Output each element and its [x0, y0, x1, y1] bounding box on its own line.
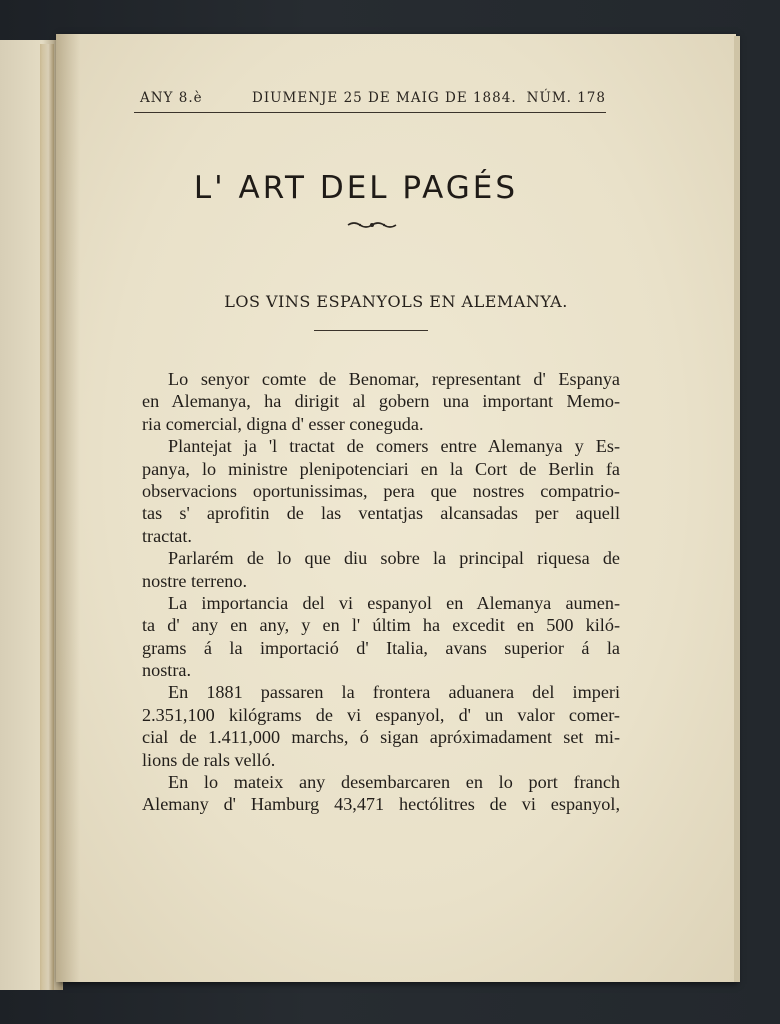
body-text-line: ria comercial, digna d' esser coneguda. [142, 413, 424, 434]
body-text-line: En lo mateix any desembarcaren en lo port franch [168, 772, 620, 793]
body-text-line: Plantejat ja 'l tractat de comers entre Alemanya y Es- [168, 436, 620, 457]
page-header [140, 88, 606, 112]
body-text-line: En 1881 passaren la frontera aduanera del imperi [168, 682, 620, 703]
title-ornament [346, 220, 398, 230]
article-title-rule [314, 330, 428, 331]
header-year: ANY 8.è [140, 90, 203, 106]
body-text-line: lions de rals velló. [142, 749, 276, 770]
body-text-line: tractat. [142, 525, 192, 546]
header-date: DIUMENJE 25 DE MAIG DE 1884. [252, 90, 517, 106]
body-text-line: ta d' any en any, y en l' últim ha excedit en 500 kiló- [142, 615, 620, 636]
article-body [142, 368, 620, 816]
body-text-line: nostre terreno. [142, 570, 248, 591]
body-text-line: Parlarém de lo que diu sobre la principal riquesa de [168, 548, 620, 569]
body-text-line: cial de 1.411,000 marchs, ó sigan apróximadament set mi- [142, 727, 620, 748]
body-text-line: La importancia del vi espanyol en Alemanya aumen- [168, 592, 620, 613]
body-text-line: grams á la importació d' Italia, avans superior á la [142, 637, 620, 658]
header-rule [134, 112, 606, 113]
body-text-line: tas s' aprofitin de las ventatjas alcansadas per aquell [142, 503, 620, 524]
body-text-line: en Alemanya, ha dirigit al gobern una important Memo- [142, 391, 620, 412]
body-text-line: Lo senyor comte de Benomar, representant d' Espanya [168, 369, 620, 389]
publication-title: L' ART DEL PAGÉS [193, 170, 519, 206]
body-text-line: nostra. [142, 660, 191, 681]
body-text-line: Alemany d' Hamburg 43,471 hectólitres de vi espanyol, [142, 794, 620, 815]
header-issue-number: NÚM. 178 [526, 90, 606, 106]
article-title: LOS VINS ESPANYOLS EN ALEMANYA. [224, 292, 568, 311]
page-fore-edge [734, 36, 740, 982]
document-page [56, 34, 736, 982]
body-text-line: observacions oportunissimas, pera que nostres compatrio- [142, 480, 620, 501]
body-text-line: 2.351,100 kilógrams de vi espanyol, d' un valor comer- [142, 704, 620, 725]
body-text-line: panya, lo ministre plenipotenciari en la Cort de Berlin fa [142, 458, 620, 479]
